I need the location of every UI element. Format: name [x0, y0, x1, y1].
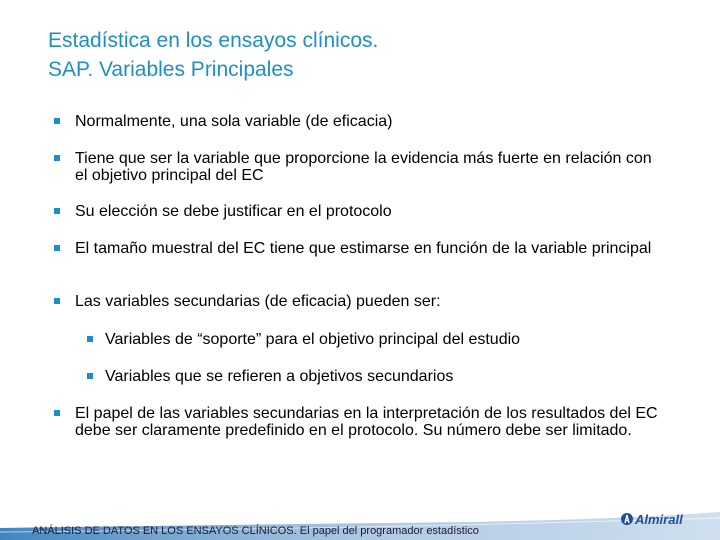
square-bullet-icon — [54, 208, 60, 214]
bullet-item — [75, 293, 665, 310]
bullet-text: Su elección se debe justificar en el protocolo — [75, 203, 392, 220]
square-bullet-icon — [87, 336, 93, 342]
bullet-item — [75, 203, 665, 220]
almirall-logo-mark-icon — [620, 511, 634, 527]
bullet-text: Variables de “soporte” para el objetivo principal del estudio — [105, 331, 521, 348]
square-bullet-icon — [54, 155, 60, 161]
bullet-text: El tamaño muestral del EC tiene que estimarse en función de la variable principal — [75, 240, 652, 257]
slide-title-line-2: SAP. Variables Principales — [48, 58, 294, 81]
square-bullet-icon — [54, 410, 60, 416]
sub-bullet-item — [105, 368, 665, 385]
almirall-logo — [620, 510, 683, 528]
bullet-item — [75, 113, 665, 130]
square-bullet-icon — [54, 118, 60, 124]
bullet-text: Variables que se refieren a objetivos secundarios — [105, 368, 454, 385]
square-bullet-icon — [54, 245, 60, 251]
bullet-item — [75, 150, 665, 184]
footer-caption-bold: ANÁLISIS DE DATOS EN LOS ENSAYOS CLÍNICOS. — [32, 525, 297, 537]
footer-caption — [32, 525, 479, 537]
bullet-text: Tiene que ser la variable que proporcione la evidencia más fuerte en relación con el objetivo principal del EC — [75, 150, 652, 184]
slide-title — [48, 26, 378, 84]
bullet-item — [75, 240, 665, 257]
bullet-text: El papel de las variables secundarias en la interpretación de los resultados del EC debe ser claramente predefinido en el protocolo. Su número debe ser limitado. — [75, 405, 658, 439]
square-bullet-icon — [87, 373, 93, 379]
bullet-item — [75, 405, 665, 439]
almirall-logo-text: Almirall — [635, 511, 683, 527]
square-bullet-icon — [54, 298, 60, 304]
footer-caption-rest: El papel del programador estadístico — [296, 525, 479, 537]
bullet-text: Las variables secundarias (de eficacia) pueden ser: — [75, 293, 441, 310]
slide-title-line-1: Estadística en los ensayos clínicos. — [48, 29, 379, 52]
sub-bullet-item — [105, 331, 665, 348]
bullet-text: Normalmente, una sola variable (de eficacia) — [75, 113, 393, 130]
